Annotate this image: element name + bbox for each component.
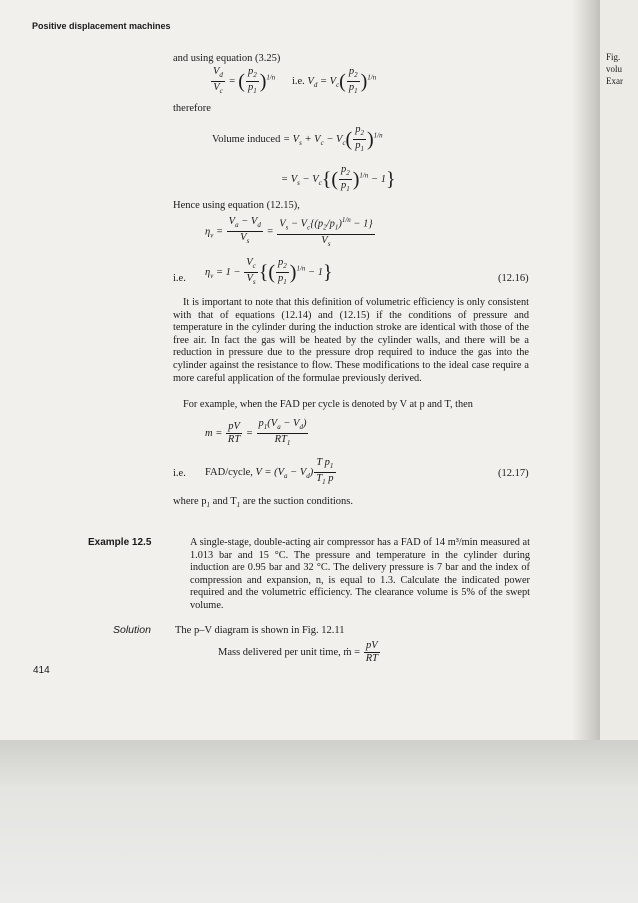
text-line: Hence using equation (12.15), [173,200,300,211]
next-page-line: Fig. [606,52,621,62]
equation-12-17: FAD/cycle, $V = (V_a - V_d)$ $\frac{T p_1}{T_1 p}$ [205,457,334,487]
equation-ratio: $\frac{V_d}{V_c}$ = ( $\frac{p_2}{p_1}$ )$^{1/n}$ i.e. $V_d = V_c$( $\frac{p_2}{p_1}$ )$^{1/n}$ [213,66,377,96]
next-page-edge [600,0,638,745]
equation-volume-induced-2: = $V_s - V_c${( $\frac{p_2}{p_1}$ )$^{1/n}$ − 1} [281,164,396,194]
example-text: A single-stage, double-acting air compressor has a FAD of 14 m³/min measured at 1.013 bar and 15 °C. The pressure and temperature in the cylinder during induction are 0.95 bar and 32 °C. The delivery pressure is 7 bar and the index of compression and expansion, n, is equal to 1.3. Calculate the indicated power required and the volumetric efficiency. The clearance volume is 5% of the swept volume. [190,537,530,611]
next-page-line: volu [606,64,623,74]
example-label: Example 12.5 [88,537,152,548]
page-gutter [572,0,602,740]
equation-mass: m = $\frac{pV}{RT}$ = $\frac{p_1(V_a - V_d)}{RT_1}$ [205,418,307,448]
equation-eta-v: $\eta_v$ = $\frac{V_a - V_d}{V_s}$ = $\frac{V_s - V_c\{(p_2/p_1)^{1/n} - 1\}}{V_s}$ [205,216,373,248]
solution-label: Solution [113,624,151,636]
equation-volume-induced: Volume induced = $V_s + V_c - V_c$( $\frac{p_2}{p_1}$ )$^{1/n}$ [212,124,383,154]
equation-number: (12.17) [498,468,529,479]
text-line: and using equation (3.25) [173,53,281,64]
text-line: i.e. [173,273,186,284]
text-line: i.e. [173,468,186,479]
equation-number: (12.16) [498,273,529,284]
body-paragraph: For example, when the FAD per cycle is denoted by V at p and T, then [183,399,473,410]
text-line: where $p_1$ and $T_1$ are the suction conditions. [173,496,354,510]
equation-mass-rate: Mass delivered per unit time, ṁ = $\frac{pV}{RT}$ [218,640,378,664]
equation-12-16: $\eta_v = 1$ − $\frac{V_c}{V_s}$ {( $\frac{p_2}{p_1}$ )$^{1/n}$ − 1} [205,257,333,287]
body-paragraph: It is important to note that this definition of volumetric efficiency is only consistent with that of equations (12.14) and (12.15) if the conditions of pressure and temperature in the cylinder during the induction stroke are identical with those of the free air. In fact the gas will be heated by the cylinder walls, and there will be a reduction in pressure due to the pressure drop required to induce the gas into the cylinder against the resistance to flow. These modifications to the ideal case require a more careful application of the formulae previously derived. [173,297,529,384]
running-header: Positive displacement machines [32,21,171,31]
text-line: therefore [173,103,211,114]
scan-bottom-margin [0,740,638,903]
page-number: 414 [33,665,50,676]
solution-text: The p–V diagram is shown in Fig. 12.11 [175,625,345,636]
next-page-line: Exar [606,76,623,86]
